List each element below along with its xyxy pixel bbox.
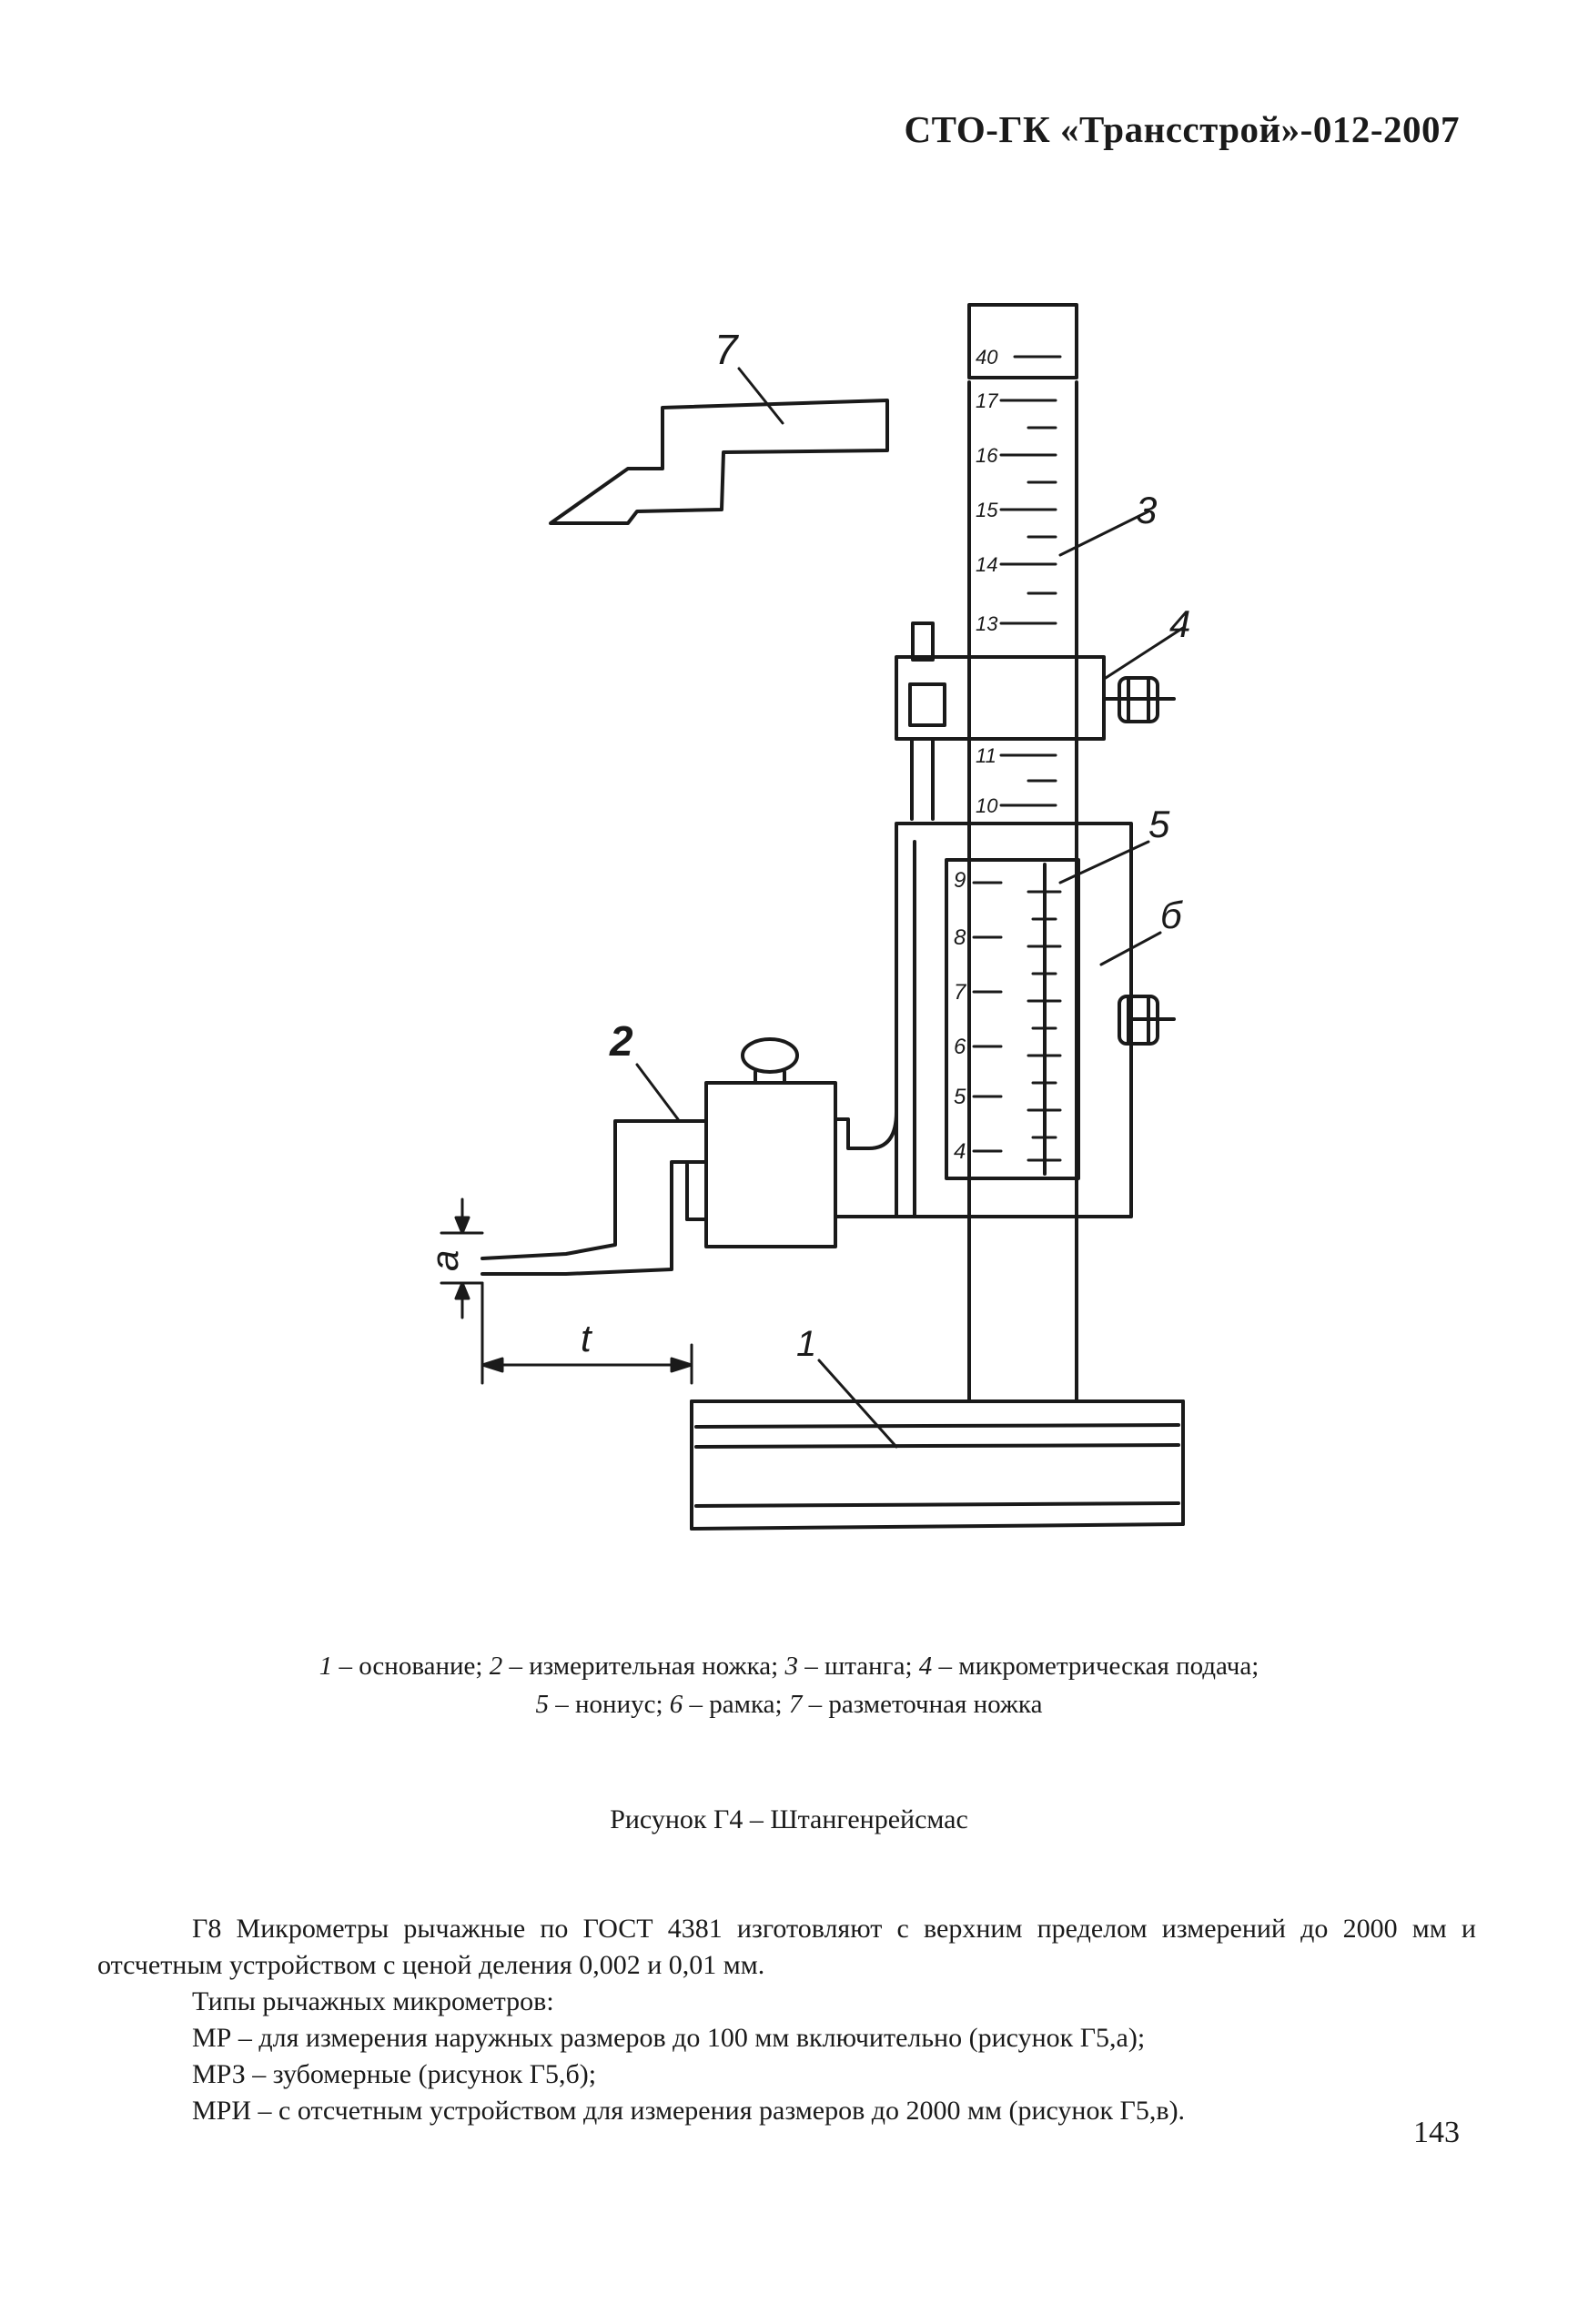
vernier-label-7: 7 (954, 980, 966, 1005)
dimension-label-a: a (423, 1249, 466, 1271)
scale-label-16: 16 (976, 444, 998, 467)
dimension-label-t: t (581, 1317, 592, 1359)
vernier-label-8: 8 (954, 925, 966, 950)
callout-1: 1 (796, 1324, 817, 1364)
scale-label-12: 12 (976, 678, 998, 701)
scale-label-40: 40 (976, 346, 998, 369)
types-heading: Типы рычажных микрометров: (192, 1986, 554, 2016)
type-item-mri: МРИ – с отсчетным устройством для измерения размеров до 2000 мм (рисунок Г5,в). (192, 2096, 1186, 2126)
scale-label-14: 14 (976, 553, 998, 576)
scale-label-10: 10 (976, 794, 998, 817)
legend-line-2: 5 – нониус; 6 – рамка; 7 – разметочная ножка (535, 1690, 1043, 1719)
page-number: 143 (1413, 2116, 1460, 2149)
type-item-mr: МР – для измерения наружных размеров до 100 мм включительно (рисунок Г5,а); (192, 2023, 1146, 2053)
vernier-label-4: 4 (954, 1139, 966, 1164)
vernier-label-9: 9 (954, 868, 966, 893)
callout-5: 5 (1148, 803, 1170, 845)
callout-2: 2 (610, 1017, 633, 1065)
scale-label-13: 13 (976, 612, 998, 635)
callout-7: 7 (714, 326, 738, 373)
paragraph-g8: Г8 Микрометры рычажные по ГОСТ 4381 изготовляют с верхним пределом измерений до 2000 мм и отсчетным устройством с ценой деления 0,002 и 0,01 мм. (97, 1914, 1476, 1980)
figure-legend (0, 1647, 1578, 1723)
document-code-header: СТО-ГК «Трансстрой»-012-2007 (904, 108, 1460, 150)
vernier-label-5: 5 (954, 1085, 966, 1109)
type-item-mrz: МРЗ – зубомерные (рисунок Г5,б); (192, 2059, 597, 2089)
scale-label-15: 15 (976, 499, 998, 521)
callout-3: 3 (1136, 489, 1158, 531)
body-text (97, 1911, 1476, 2129)
callout-4: 4 (1169, 602, 1191, 645)
figure-caption: Рисунок Г4 – Штангенрейсмас (610, 1804, 968, 1834)
scale-label-17: 17 (976, 389, 998, 412)
callout-6: б (1160, 894, 1182, 936)
legend-line-1: 1 – основание; 2 – измерительная ножка; 3 – штанга; 4 – микрометрическая подача; (319, 1652, 1259, 1681)
scale-label-11: 11 (976, 744, 996, 767)
vernier-label-6: 6 (954, 1035, 966, 1059)
